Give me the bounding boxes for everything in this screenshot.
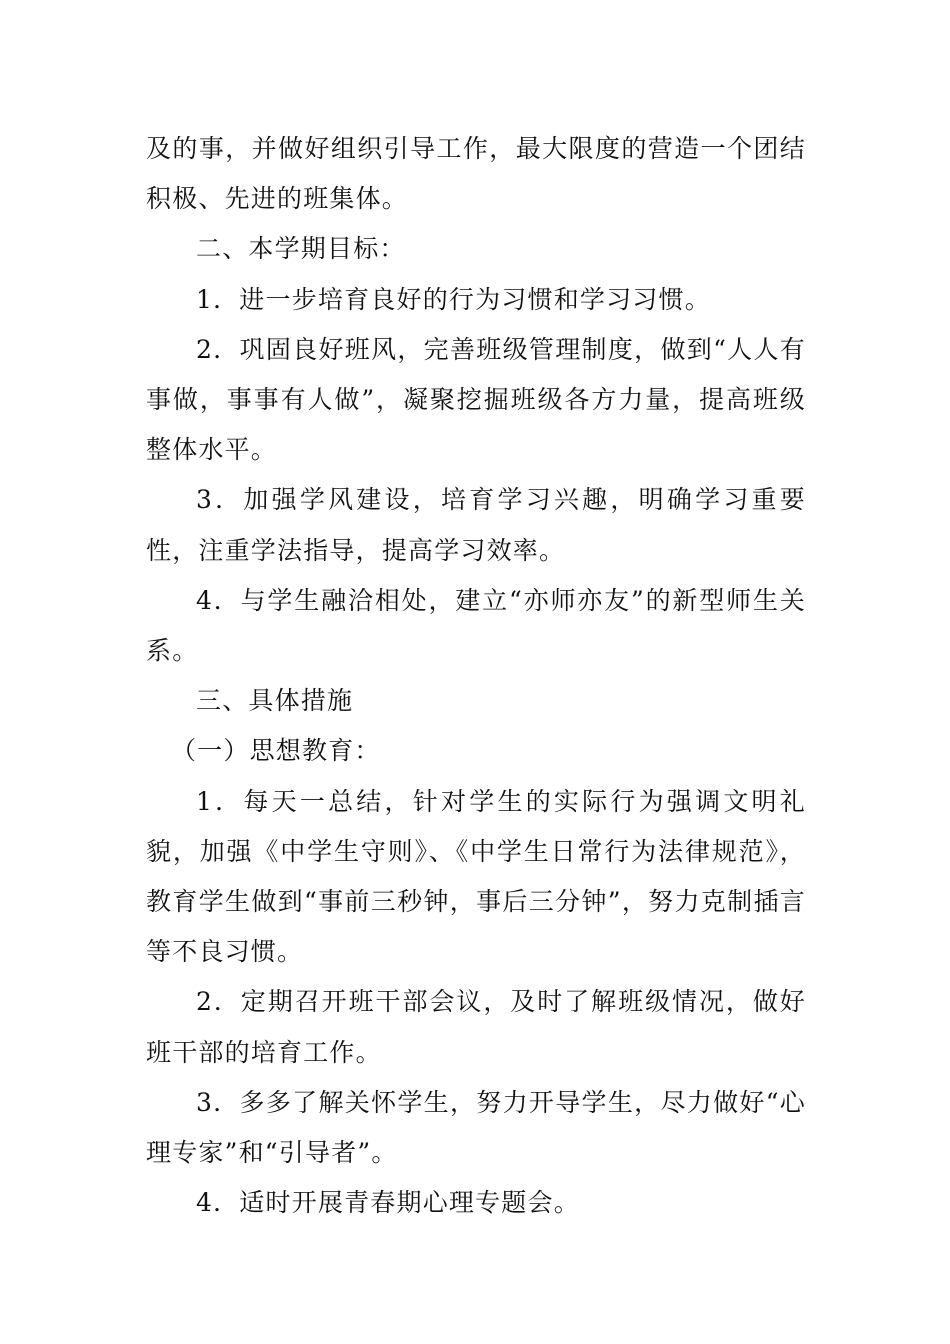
goal-item-4: 4．与学生融洽相处，建立“亦师亦友”的新型师生关系。 bbox=[146, 585, 806, 666]
subsection-heading-ideology: （一）思想教育： bbox=[171, 736, 381, 766]
section-heading-goals: 二、本学期目标： bbox=[196, 234, 406, 264]
goal-item-2: 2．巩固良好班风，完善班级管理制度，做到“人人有事做，事事有人做”，凝聚挖掘班级各方力量，提高班级整体水平。 bbox=[146, 334, 806, 465]
measure-item-2: 2．定期召开班干部会议，及时了解班级情况，做好班干部的培育工作。 bbox=[146, 987, 806, 1067]
measure-item-1: 1．每天一总结，针对学生的实际行为强调文明礼貌，加强《中学生守则》、《中学生日常行为法律规范》，教育学生做到“事前三秒钟，事后三分钟”，努力克制插言等不良习惯。 bbox=[146, 786, 806, 967]
measure-item-4: 4．适时开展青春期心理专题会。 bbox=[196, 1188, 580, 1218]
section-heading-measures: 三、具体措施 bbox=[196, 686, 354, 716]
goal-item-3: 3．加强学风建设，培育学习兴趣，明确学习重要性，注重学法指导，提高学习效率。 bbox=[146, 485, 806, 565]
measure-item-3: 3．多多了解关怀学生，努力开导学生，尽力做好“心理专家”和“引导者”。 bbox=[146, 1087, 806, 1168]
goal-item-1: 1．进一步培育良好的行为习惯和学习习惯。 bbox=[196, 284, 711, 314]
document-body bbox=[146, 124, 806, 1228]
paragraph-continuation: 及的事，并做好组织引导工作，最大限度的营造一个团结积极、先进的班集体。 bbox=[146, 134, 806, 214]
